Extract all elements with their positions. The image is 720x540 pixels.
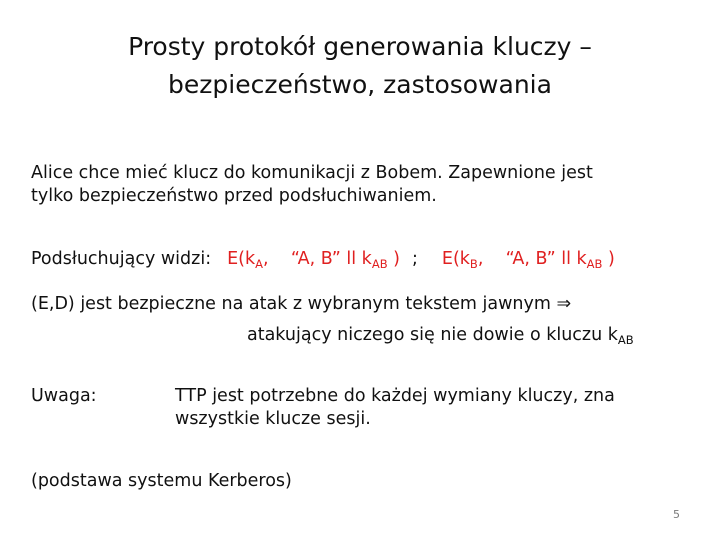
security-claim-conclusion: atakujący niczego się nie dowie o kluczu k [247, 325, 618, 345]
message-to-bob-close: ) [602, 249, 615, 269]
separator: ; [411, 249, 418, 269]
note-line-2: wszystkie klucze sesji. [175, 409, 371, 429]
eavesdropper-line [31, 248, 615, 276]
security-claim-line-2 [247, 324, 634, 352]
message-to-bob [442, 249, 615, 269]
kerberos-remark: (podstawa systemu Kerberos) [31, 471, 292, 491]
message-to-bob-open: E(k [441, 249, 470, 269]
intro-paragraph [31, 162, 593, 208]
slide-title [60, 28, 660, 104]
message-to-bob-mid: , “A, B” ll k [477, 249, 587, 269]
intro-line-2: tylko bezpieczeństwo przed podsłuchiwaniem. [31, 186, 437, 206]
page-number: 5 [673, 508, 680, 521]
message-to-alice-close: ) [387, 249, 400, 269]
message-to-bob-sub-ab: AB [586, 257, 603, 271]
message-to-alice [227, 249, 400, 269]
message-to-bob-sub-b: B [469, 257, 478, 271]
message-to-alice-sub-a: A [255, 257, 263, 271]
security-claim-sub-ab: AB [617, 333, 634, 347]
note-body [175, 385, 615, 431]
slide-title-line-1: Prosty protokół generowania kluczy – [128, 32, 592, 61]
security-claim-line-1: (E,D) jest bezpieczne na atak z wybranym tekstem jawnym ⇒ [31, 294, 572, 314]
eavesdropper-label: Podsłuchujący widzi: [31, 249, 212, 269]
intro-line-1: Alice chce mieć klucz do komunikacji z Bobem. Zapewnione jest [31, 163, 593, 183]
note-line-1: TTP jest potrzebne do każdej wymiany kluczy, zna [175, 386, 615, 406]
message-to-alice-mid: , “A, B” ll k [263, 249, 372, 269]
slide-title-line-2: bezpieczeństwo, zastosowania [168, 70, 552, 99]
note-label: Uwaga: [31, 386, 97, 406]
message-to-alice-open: E(k [227, 249, 256, 269]
message-to-alice-sub-ab: AB [371, 257, 388, 271]
